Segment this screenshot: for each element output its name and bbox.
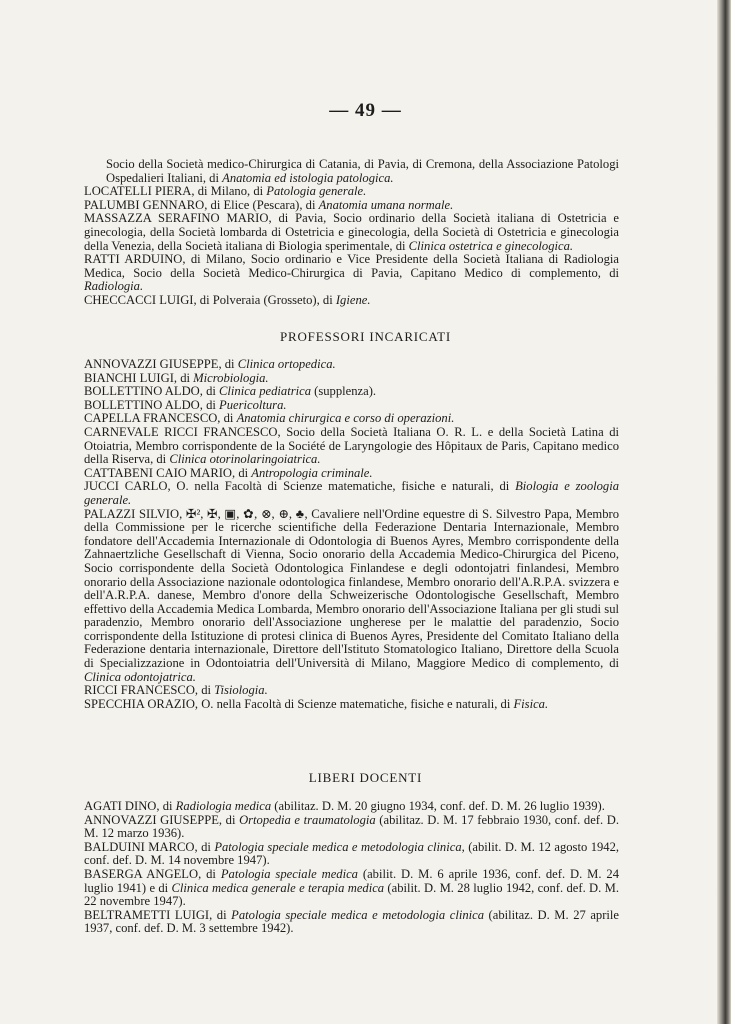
subject: Igiene.	[335, 292, 371, 307]
entry-bianchi: BIANCHI LUIGI, di Microbiologia.	[84, 370, 269, 385]
entry-capella: CAPELLA FRANCESCO, di Anatomia chirurgica e corso di operazioni.	[84, 411, 455, 426]
page-number: — 49 —	[329, 100, 402, 121]
subject: Biologia e zoologia generale.	[84, 479, 620, 507]
entry-palumbi: PALUMBI GENNARO, di Elice (Pescara), di Anatomia umana normale.	[84, 197, 454, 212]
entry-palazzi: PALAZZI SILVIO, ✠², ✠, ▣, ✿, ⊗, ⊕, ♣, Cavaliere nell'Ordine equestre di S. Silvestro Papa, Membro della Commissione per le ricerche scientifiche della Federazione Dentaria Internazionale, Membro fondatore dell'Accademia Internazionale di Odontologia di Buenos Ayres, Membro corrispondente della Zahnaertzliche Gesellschaft di Vienna, Socio onorario della Accademia Medico-Chirurgica del Piceno, Socio corrispondente della Società Odontologica Finlandese e degli odontojatri finlandesi, Membro onorario della Associazione nazionale odontologica finlandese, Membro onorario dell'A.R.P.A. svizzera e dell'A.R.P.A. danese, Membro d'onore della Schweizerische Odontologische Gesellschaft, Membro effettivo della Accademia Medica Lombarda, Membro onorario dell'Associazione Italiana per gli studi sul paradenzio, Membro onorario dell'Associazione ungherese per le malattie del paradenzio, Socio corrispondente della Istituzione di protesi clinica di Buenos Ayres, Presidente del Comitato Italiano della Federazione dentaria internazionale, Direttore dell'Istituto Stomatologico Italiano, Direttore della Scuola di Specializzazione in Odontoiatria dell'Università di Milano, Maggiore Medico di complemento, di Clinica odontojatrica.	[84, 506, 619, 684]
entry-specchia: SPECCHIA ORAZIO, O. nella Facoltà di Scienze matematiche, fisiche e naturali, di Fisica.	[84, 696, 549, 711]
person-name: PALAZZI SILVIO,	[84, 506, 183, 521]
subject: Patologia speciale medica e metodologia clinica,	[214, 839, 465, 854]
subject: Clinica ostetrica e ginecologica.	[408, 238, 574, 253]
subject: Puericoltura.	[219, 397, 287, 412]
subject: Anatomia chirurgica e corso di operazioni.	[236, 411, 455, 426]
person-name: CATTABENI CAIO MARIO,	[84, 465, 236, 480]
subject: Clinica otorinolaringoiatrica.	[169, 452, 321, 467]
person-name: BASERGA ANGELO,	[84, 866, 202, 881]
subject: Clinica odontojatrica.	[84, 669, 196, 684]
person-name: CAPELLA FRANCESCO,	[84, 411, 221, 426]
entry-balduini: BALDUINI MARCO, di Patologia speciale medica e metodologia clinica, (abilit. D. M. 12 agosto 1942, conf. def. D. M. 14 novembre 1947).	[84, 839, 620, 868]
subject: Patologia speciale medica	[220, 866, 358, 881]
subject: Radiologia.	[84, 279, 144, 294]
entry-carnevale-ricci: CARNEVALE RICCI FRANCESCO, Socio della Società Italiana O. R. L. e della Società Latina di Otoiatria, Membro corrispondente de la Société de Laryngologie des Hôpitaux de Paris, Capitano medico della Riserva, di Clinica otorinolaringoiatrica.	[84, 424, 620, 467]
person-name: RICCI FRANCESCO,	[84, 683, 199, 698]
entry-bollettino-2: BOLLETTINO ALDO, di Puericoltura.	[84, 397, 287, 412]
subject: Ortopedia e traumatologia	[239, 812, 376, 827]
person-name: LOCATELLI PIERA,	[84, 184, 195, 199]
intro-section	[84, 158, 619, 308]
person-name: BOLLETTINO ALDO,	[84, 397, 203, 412]
continuation-text: Socio della Società medico-Chirurgica di Catania, di Pavia, di Cremona, della Associazione Patologi Ospedalieri Italiani, di	[106, 157, 619, 185]
subject: Clinica ortopedica.	[237, 357, 336, 371]
person-name: CHECCACCI LUIGI,	[84, 292, 197, 307]
subject: Anatomia ed istologia patologica.	[222, 170, 394, 185]
person-name: ANNOVAZZI GIUSEPPE,	[84, 357, 222, 371]
liberi-section	[84, 800, 619, 936]
entry-baserga: BASERGA ANGELO, di Patologia speciale medica (abilit. D. M. 6 aprile 1936, conf. def. D. M. 24 luglio 1941) e di Clinica medica generale e terapia medica (abilit. D. M. 28 luglio 1942, conf. def. D. M. 22 novembre 1947).	[84, 866, 620, 909]
subject: Antropologia criminale.	[251, 465, 373, 480]
person-name: MASSAZZA SERAFINO MARIO,	[84, 211, 272, 226]
entry-locatelli: LOCATELLI PIERA, di Milano, di Patologia generale.	[84, 184, 367, 199]
entry-checcacci: CHECCACCI LUIGI, di Polveraia (Grosseto), di Igiene.	[84, 292, 371, 307]
entry-annovazzi-ld: ANNOVAZZI GIUSEPPE, di Ortopedia e traumatologia (abilitaz. D. M. 17 febbraio 1930, conf. def. D. M. 12 marzo 1936).	[84, 812, 619, 841]
subject: Fisica.	[513, 696, 549, 711]
entry-ratti: RATTI ARDUINO, di Milano, Socio ordinario e Vice Presidente della Società Italiana di Radiologia Medica, Socio della Società Medico-Chirurgica di Pavia, Capitano Medico di complemento, di Radiologia.	[84, 252, 619, 294]
heading-liberi-docenti: LIBERI DOCENTI	[308, 770, 423, 785]
subject: Anatomia umana normale.	[318, 197, 454, 212]
heading-professori-incaricati: PROFESSORI INCARICATI	[279, 329, 452, 344]
entry-cattabeni: CATTABENI CAIO MARIO, di Antropologia criminale.	[84, 465, 373, 480]
subject: Microbiologia.	[193, 370, 269, 385]
person-name: BELTRAMETTI LUIGI,	[84, 907, 213, 922]
subject: Tisiologia.	[214, 683, 268, 698]
person-name: BALDUINI MARCO,	[84, 839, 198, 854]
person-name: RATTI ARDUINO,	[84, 252, 186, 267]
entry-ricci: RICCI FRANCESCO, di Tisiologia.	[84, 683, 268, 698]
subject: Patologia speciale medica e metodologia clinica	[231, 907, 485, 922]
entry-agati: AGATI DINO, di Radiologia medica (abilitaz. D. M. 20 giugno 1934, conf. def. D. M. 26 luglio 1939).	[84, 799, 605, 813]
person-name: AGATI DINO,	[84, 799, 160, 813]
person-name: CARNEVALE RICCI FRANCESCO,	[84, 424, 281, 439]
entry-jucci: JUCCI CARLO, O. nella Facoltà di Scienze matematiche, fisiche e naturali, di Biologia e zoologia generale.	[84, 479, 620, 507]
entry-bollettino-1: BOLLETTINO ALDO, di Clinica pediatrica (supplenza).	[84, 384, 377, 399]
intro-continuation	[106, 158, 619, 185]
person-name: JUCCI CARLO,	[84, 479, 171, 494]
person-name: SPECCHIA ORAZIO,	[84, 696, 199, 711]
entry-massazza: MASSAZZA SERAFINO MARIO, di Pavia, Socio ordinario della Società italiana di Ostetricia e ginecologia, della Società lombarda di Ostetricia e ginecologia, della Società di Ostetricia e ginecologia della Venezia, della Società italiana di Biologia sperimentale, di Clinica ostetrica e ginecologica.	[84, 211, 620, 253]
person-name: BOLLETTINO ALDO,	[84, 384, 203, 399]
entry-annovazzi: ANNOVAZZI GIUSEPPE, di Clinica ortopedica.	[84, 357, 336, 371]
subject: Patologia generale.	[266, 184, 367, 199]
subject: Radiologia medica	[175, 799, 272, 813]
professori-section	[84, 358, 619, 711]
person-name: ANNOVAZZI GIUSEPPE,	[84, 812, 223, 827]
subject: Clinica medica generale e terapia medica	[171, 880, 385, 895]
entry-beltrametti: BELTRAMETTI LUIGI, di Patologia speciale medica e metodologia clinica (abilitaz. D. M. 27 aprile 1937, conf. def. D. M. 3 settembre 1942).	[84, 907, 620, 936]
page-binding-edge	[717, 0, 731, 1024]
person-name: PALUMBI GENNARO,	[84, 197, 208, 212]
subject: Clinica pediatrica	[219, 384, 312, 399]
person-name: BIANCHI LUIGI,	[84, 370, 178, 385]
